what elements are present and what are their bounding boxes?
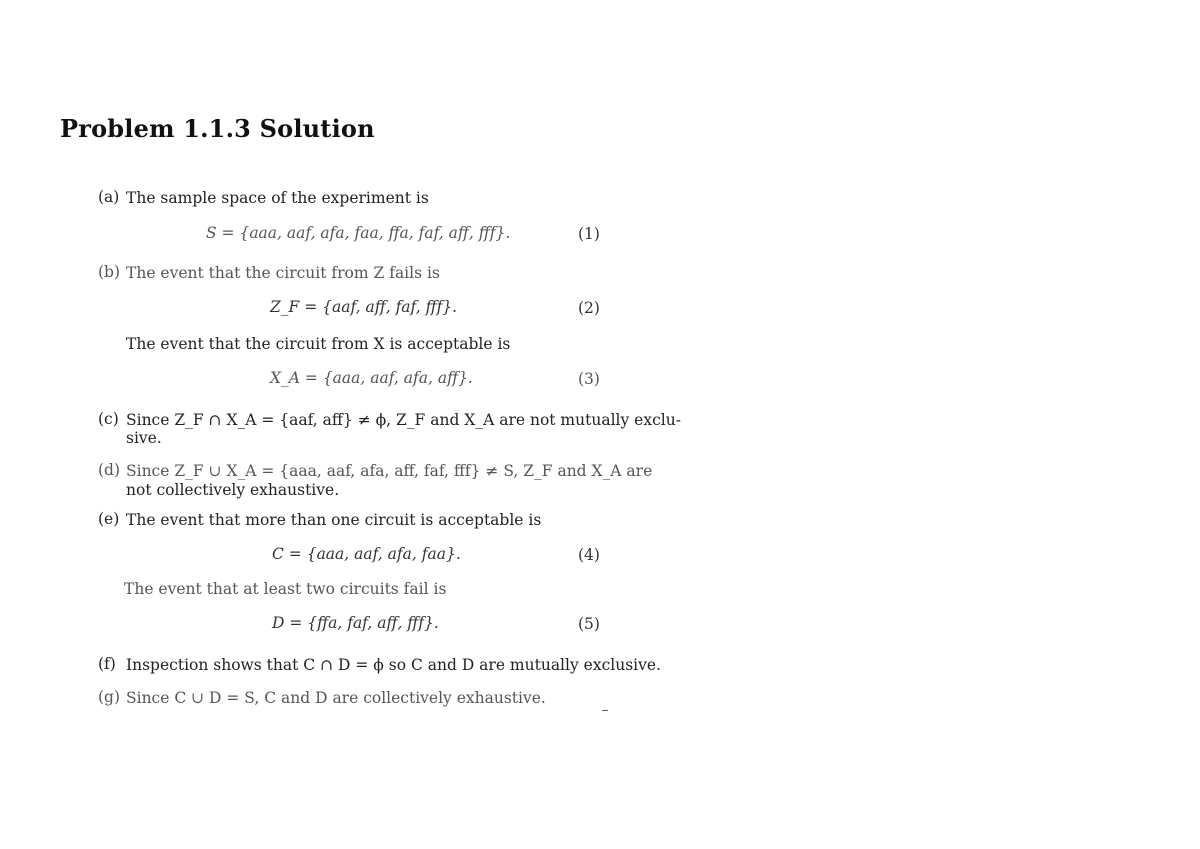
part-d-label: (d): [98, 461, 121, 479]
part-e-label: (e): [98, 510, 120, 528]
part-a-label: (a): [98, 188, 120, 206]
page-title: Problem 1.1.3 Solution: [60, 114, 375, 143]
page-edge-mark: [602, 710, 608, 711]
equation-number-2: (2): [578, 299, 600, 317]
equation-number-4: (4): [578, 546, 600, 564]
part-g-label: (g): [98, 688, 121, 706]
part-f-text: Inspection shows that C ∩ D = ϕ so C and D are mutually exclusive.: [126, 656, 661, 674]
part-f-label: (f): [98, 655, 116, 673]
equation-1: S = {aaa, aaf, afa, faa, ffa, faf, aff, fff}.: [206, 224, 511, 242]
part-a-text: The sample space of the experiment is: [126, 189, 429, 207]
part-g-text: Since C ∪ D = S, C and D are collectively exhaustive.: [126, 689, 546, 707]
part-e-text-2: The event that at least two circuits fail is: [124, 580, 447, 598]
equation-number-5: (5): [578, 615, 600, 633]
equation-4: C = {aaa, aaf, afa, faa}.: [272, 545, 461, 563]
equation-5: D = {ffa, faf, aff, fff}.: [272, 614, 439, 632]
part-b-text: The event that the circuit from Z fails is: [126, 264, 440, 282]
part-d-line-1: Since Z_F ∪ X_A = {aaa, aaf, afa, aff, faf, fff} ≠ S, Z_F and X_A are: [126, 462, 653, 480]
part-c-label: (c): [98, 410, 119, 428]
equation-number-1: (1): [578, 225, 600, 243]
part-b-text-2: The event that the circuit from X is acceptable is: [126, 335, 511, 353]
equation-2: Z_F = {aaf, aff, faf, fff}.: [270, 298, 458, 316]
part-c-line-2: sive.: [126, 429, 162, 447]
part-c-line-1: Since Z_F ∩ X_A = {aaf, aff} ≠ ϕ, Z_F and X_A are not mutually exclu-: [126, 411, 681, 429]
equation-number-3: (3): [578, 370, 600, 388]
part-d-line-2: not collectively exhaustive.: [126, 481, 340, 499]
part-e-text: The event that more than one circuit is acceptable is: [126, 511, 542, 529]
part-b-label: (b): [98, 263, 121, 281]
equation-3: X_A = {aaa, aaf, afa, aff}.: [270, 369, 473, 387]
